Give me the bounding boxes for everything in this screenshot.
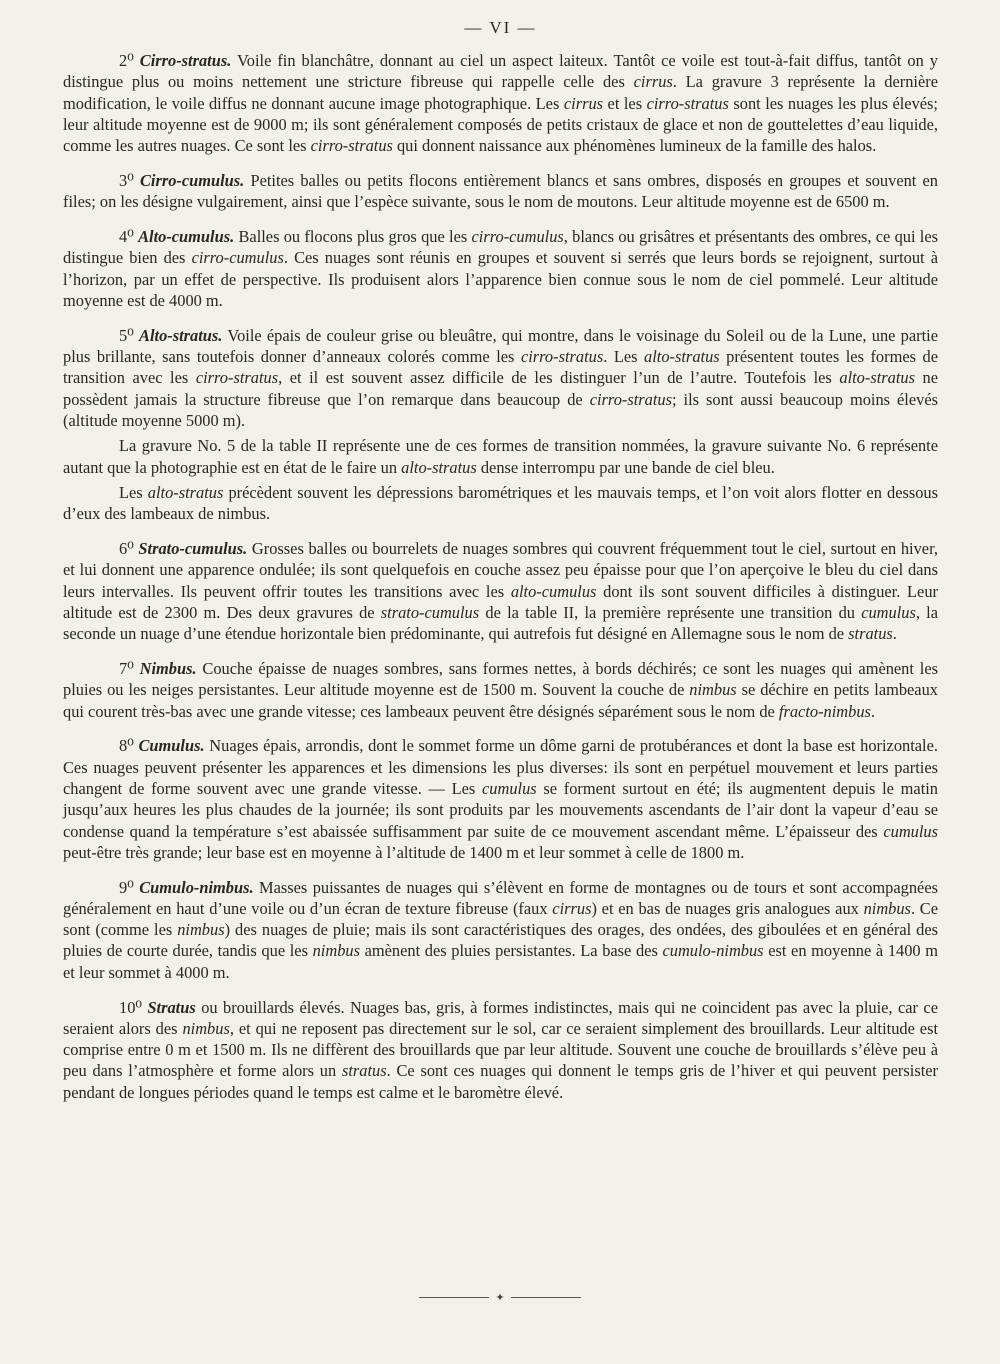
text-run: , et il est souvent assez difficile de les distinguer l’un de l’autre. Toutefois les xyxy=(278,368,840,388)
text-run: sont les nuages les plus élevés; leur altitude moyenne est de 9000 m; ils sont généralement composés de petits cristaux de glace et non de gouttelettes d’eau liquide, comme les autres nuages. Ce sont les xyxy=(63,93,938,156)
cloud-type-paragraph xyxy=(63,50,938,156)
italic-term: strato-cumulus xyxy=(380,602,480,622)
cloud-type-paragraph xyxy=(63,877,938,983)
text-run: . xyxy=(892,624,897,644)
section-number: 10⁰ xyxy=(119,997,142,1017)
section-number: 4⁰ xyxy=(119,227,134,247)
italic-term: cirrus xyxy=(552,898,592,918)
text-run: . La gravure 3 représente la dernière modification, le voile diffus ne donnant aucune image photographique. Les xyxy=(63,72,938,113)
italic-term: alto-stratus xyxy=(401,457,477,477)
italic-term: cumulus xyxy=(861,602,916,622)
end-ornament xyxy=(0,1288,1000,1304)
section-number: 5⁰ xyxy=(119,325,134,345)
cloud-type-paragraph xyxy=(63,658,938,722)
italic-term: cirro-stratus xyxy=(195,368,279,388)
cloud-type-title: Cumulo-nimbus. xyxy=(139,877,254,897)
cloud-type-paragraph xyxy=(63,226,938,311)
text-run: dense interrompu par une bande de ciel bleu. xyxy=(476,457,775,477)
italic-term: cirro-cumulus xyxy=(471,227,564,247)
cloud-type-title: Strato-cumulus. xyxy=(138,538,248,558)
italic-term: nimbus xyxy=(177,920,225,940)
text-run: Voile fin blanchâtre, donnant au ciel un aspect laiteux. Tantôt ce voile est tout-à-fait diffus, tantôt on y distingue plus ou moins nettement une stricture fibreuse qui rappelle celle des xyxy=(63,51,938,92)
italic-term: cirro-stratus xyxy=(646,93,729,113)
text-run: , et qui ne reposent pas directement sur le sol, car ce seraient simplement des brouillards. Leur altitude est comprise entre 0 m et 1500 m. Ils ne diffèrent des brouillards que par leur altitude. Souvent une couche de brouillards s’élève peu à peu dans l’atmosphère et forme alors un xyxy=(63,1018,938,1081)
italic-term: nimbus xyxy=(312,941,360,961)
text-run: et les xyxy=(603,93,647,113)
text-run: Grosses balles ou bourrelets de nuages sombres qui couvrent fréquemment tout le ciel, surtout en hiver, et lui donnent une apparence ondulée; ils sont quelquefois en couche assez peu épaisse pour que l’on aperçoive le bleu du ciel dans leurs intervalles. Ils peuvent offrir toutes les transitions avec les xyxy=(63,538,938,601)
page-number: — VI — xyxy=(464,18,537,37)
text-run: amènent des pluies persistantes. La base des xyxy=(359,941,663,961)
text-run: Couche épaisse de nuages sombres, sans formes nettes, à bords déchirés; ce sont les nuages qui amènent les pluies ou les neiges persistantes. Leur altitude moyenne est de 1500 m. Souvent la couche de xyxy=(63,658,938,700)
continuation-paragraph xyxy=(63,435,938,478)
text-run: . xyxy=(870,701,875,721)
italic-term: alto-stratus xyxy=(839,368,915,388)
cloud-type-title: Nimbus. xyxy=(139,658,197,678)
cloud-type-paragraph xyxy=(63,735,938,863)
italic-term: cumulo-nimbus xyxy=(662,941,764,961)
text-run: ) et en bas de nuages gris analogues aux xyxy=(591,898,864,918)
continuation-paragraph xyxy=(63,482,938,525)
cloud-type-paragraph xyxy=(63,325,938,431)
cloud-type-title: Cirro-stratus. xyxy=(139,51,232,70)
text-run: précèdent souvent les dépressions barométriques et les mauvais temps, et l’on voit alors flotter en dessous d’eux des lambeaux de nimbus. xyxy=(63,482,938,524)
text-run: se déchire en petits lambeaux qui courent très-bas avec une grande vitesse; ces lambeaux peuvent être désignés séparément sous le nom de xyxy=(63,680,938,721)
italic-term: cumulus xyxy=(883,821,938,841)
section-number: 7⁰ xyxy=(119,658,134,678)
cloud-type-paragraph xyxy=(63,997,938,1103)
cloud-type-title: Alto-stratus. xyxy=(139,325,223,345)
italic-term: cumulus xyxy=(482,778,537,798)
text-run: Petites balles ou petits flocons entièrement blancs et sans ombres, disposés en groupes et souvent en files; on les désigne vulgairement, ainsi que l’espèce suivante, sous le nom de moutons. Leur altitude moyenne est de 6500 m. xyxy=(63,170,938,212)
text-run: Les xyxy=(119,482,148,502)
italic-term: fracto-nimbus xyxy=(778,701,871,721)
text-run: , la seconde un nuage d’une étendue horizontale bien prédominante, qui autrefois fut désigné en Allemagne sous le nom de xyxy=(63,602,938,644)
cloud-type-title: Alto-cumulus. xyxy=(138,227,235,247)
text-run: présentent toutes les formes de transition avec les xyxy=(63,347,938,388)
text-run: ou brouillards élevés. Nuages bas, gris, à formes indistinctes, mais qui ne coincident pas avec la pluie, car ce seraient alors des xyxy=(63,997,938,1038)
italic-term: stratus xyxy=(341,1061,387,1081)
italic-term: cirro-cumulus xyxy=(191,248,284,268)
text-run: . Ces nuages sont réunis en groupes et souvent si serrés que leurs bords se rejoignent, surtout à l’horizon, par un effet de perspective. Ils produisent alors l’apparence bien connue sous le nom de ciel pommelé. Leur altitude moyenne est de 4000 m. xyxy=(63,248,938,310)
italic-term: alto-stratus xyxy=(147,482,224,502)
italic-term: nimbus xyxy=(182,1018,230,1038)
text-run: Masses puissantes de nuages qui s’élèvent en forme de montagnes ou de tours et sont accompagnées généralement en haut d’une voile ou d’un écran de texture fibreuse (faux xyxy=(63,877,938,918)
section-number: 2⁰ xyxy=(119,51,134,70)
text-run: La gravure No. 5 de la table II représente une de ces formes de transition nommées, la gravure suivante No. 6 représente autant que la photographie est en état de le faire un xyxy=(63,436,938,477)
text-run: , blancs ou grisâtres et présentants des ombres, ce qui les distingue bien des xyxy=(63,227,939,268)
ornament-rule-left xyxy=(419,1297,489,1298)
text-run: se forment surtout en été; ils augmentent depuis le matin jusqu’aux heures les plus chaudes de la journée; ils sont produits par les mouvements ascendants de l’air dont la vapeur d’eau se condense quand la température s’est abaissée suffisamment par suite de ce mouvement ascendant même. L’épaisseur des xyxy=(63,778,938,841)
italic-term: nimbus xyxy=(689,680,737,700)
ornament-rule-right xyxy=(511,1297,581,1298)
italic-term: cirrus xyxy=(563,93,604,113)
italic-term: stratus xyxy=(848,624,893,644)
italic-term: cirro-stratus xyxy=(520,347,604,367)
text-run: Nuages épais, arrondis, dont le sommet forme un dôme garni de protubérances et dont la base est horizontale. Ces nuages peuvent présenter les apparences et les dimensions les plus diverses: ils sont en perpétuel mouvement et leurs parties changent de forme souvent avec une grande vitesse. — Les xyxy=(63,736,938,798)
text-run: est en moyenne à 1400 m et leur sommet à 4000 m. xyxy=(63,941,938,982)
text-run: . Les xyxy=(603,347,645,367)
section-number: 6⁰ xyxy=(119,538,134,558)
text-run: peut-être très grande; leur base est en moyenne à l’altitude de 1400 m et leur sommet à celle de 1800 m. xyxy=(63,842,745,862)
cloud-type-paragraph xyxy=(63,538,938,644)
cloud-type-paragraph xyxy=(63,170,938,213)
text-run: ) des nuages de pluie; mais ils sont caractéristiques des orages, des ondées, des giboulées et en général des pluies de courte durée, tandis que les xyxy=(63,920,938,961)
text-run: . Ce sont (comme les xyxy=(63,898,938,940)
text-run: Voile épais de couleur grise ou bleuâtre, qui montre, dans le voisinage du Soleil ou de la Lune, une partie plus brillante, sans toutefois donner d’anneaux colorés comme les xyxy=(63,325,938,367)
italic-term: alto-cumulus xyxy=(510,581,597,601)
italic-term: alto-stratus xyxy=(644,347,720,367)
text-run: ne possèdent jamais la structure fibreuse que l’on remarque dans beaucoup de xyxy=(63,368,938,409)
text-run: qui donnent naissance aux phénomènes lumineux de la famille des halos. xyxy=(392,136,877,156)
italic-term: cirrus xyxy=(633,72,673,92)
text-run: dont ils sont souvent difficiles à distinguer. Leur altitude est de 2300 m. Des deux gravures de xyxy=(63,581,938,622)
section-number: 8⁰ xyxy=(119,736,134,756)
body-text xyxy=(63,50,938,1103)
cloud-type-title: Cirro-cumulus. xyxy=(139,170,245,190)
text-run: . Ce sont ces nuages qui donnent le temps gris de l’hiver et qui peuvent persister pendant de longues périodes quand le temps est calme et le baromètre élevé. xyxy=(63,1061,938,1102)
text-run: de la table II, la première représente une transition du xyxy=(479,602,862,622)
italic-term: nimbus xyxy=(863,898,911,918)
ornament-glyph: ✦ xyxy=(495,1291,505,1304)
cloud-type-title: Stratus xyxy=(147,997,196,1017)
section-number: 9⁰ xyxy=(119,877,134,897)
text-run: Balles ou flocons plus gros que les xyxy=(238,227,472,247)
text-run: ; ils sont aussi beaucoup moins élevés (altitude moyenne 5000 m). xyxy=(63,389,938,430)
italic-term: cirro-stratus xyxy=(589,389,672,409)
cloud-type-title: Cumulus. xyxy=(138,736,205,756)
italic-term: cirro-stratus xyxy=(310,136,393,156)
section-number: 3⁰ xyxy=(119,170,134,190)
